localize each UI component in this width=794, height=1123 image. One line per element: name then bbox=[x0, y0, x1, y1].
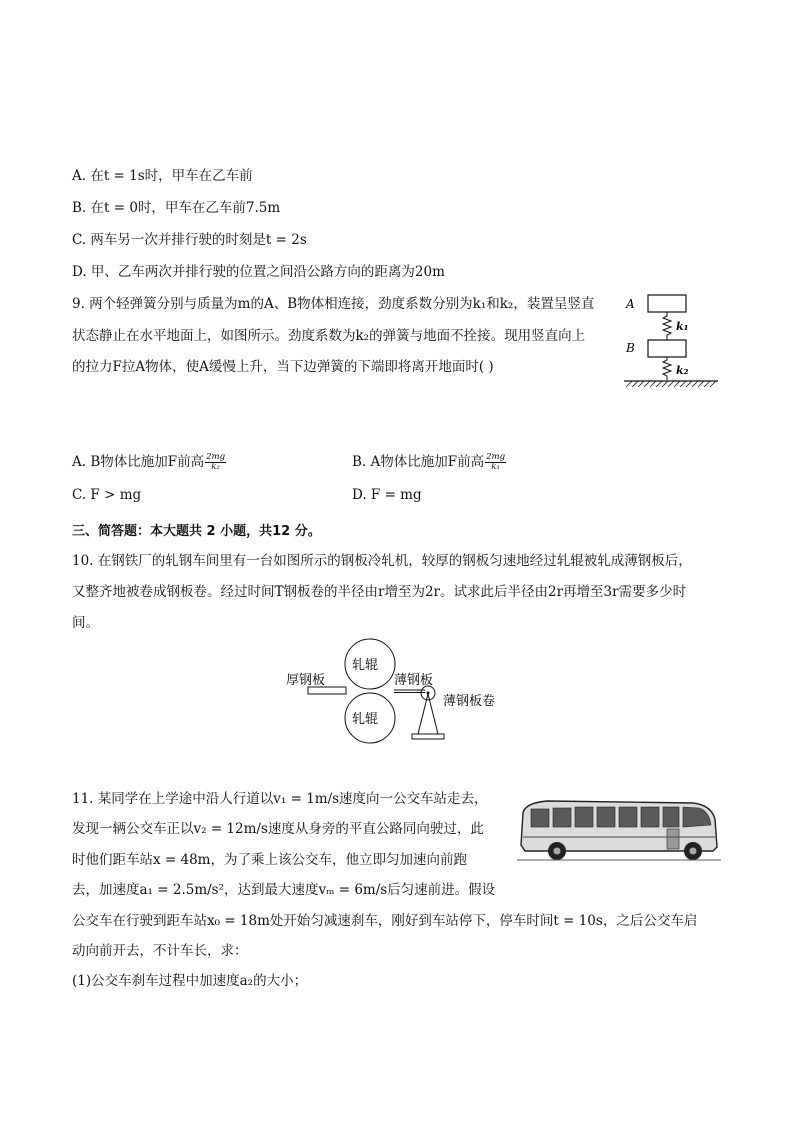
stand-base bbox=[412, 734, 444, 739]
q10-text-line3: 间。 bbox=[72, 615, 99, 631]
q9-option-b-text: B. A物体比施加F前高 bbox=[352, 454, 485, 470]
q9-option-b-fraction bbox=[485, 453, 506, 472]
q9-option-c: C. F > mg bbox=[72, 487, 142, 503]
q9-option-a-fraction bbox=[205, 453, 226, 472]
q9-option-a-numerator: 2mg bbox=[206, 452, 226, 462]
section-heading: 三、简答题：本大题共 2 小题，共12 分。 bbox=[72, 524, 321, 539]
bus-door bbox=[667, 829, 679, 849]
q9-option-d: D. F = mg bbox=[352, 487, 422, 503]
bottom-roller-label: 轧辊 bbox=[352, 712, 379, 727]
q9-option-a-denominator: k₂ bbox=[211, 462, 220, 472]
ground-hatch bbox=[626, 381, 716, 387]
spring-k2-label: k₂ bbox=[676, 364, 689, 377]
q9-text-line2: 状态静止在水平地面上，如图所示。劲度系数为k₂的弹簧与地面不拴接。现用竖直向上 bbox=[72, 328, 586, 344]
q9-option-b-denominator: k₁ bbox=[491, 462, 500, 472]
coil-label: 薄钢板卷 bbox=[443, 694, 496, 709]
q11-text-line4: 去，加速度a₁ = 2.5m/s²，达到最大速度vₘ = 6m/s后匀速前进。假设 bbox=[72, 882, 496, 898]
thick-plate-label: 厚钢板 bbox=[286, 673, 326, 688]
block-b bbox=[648, 340, 686, 357]
q8-option-b: B. 在t = 0时，甲车在乙车前7.5m bbox=[72, 200, 281, 216]
block-a-label: A bbox=[626, 297, 635, 311]
q11-sub-question-1: (1)公交车刹车过程中加速度a₂的大小； bbox=[72, 973, 308, 989]
q11-text-line6: 动向前开去，不计车长，求： bbox=[72, 943, 248, 959]
q9-text-line1: 9. 两个轻弹簧分别与质量为m的A、B物体相连接，劲度系数分别为k₁和k₂，装置呈竖直 bbox=[72, 296, 595, 312]
spring-k1 bbox=[663, 312, 671, 340]
spring-k1-label: k₁ bbox=[676, 320, 689, 333]
q11-text-line3: 时他们距车站x = 48m，为了乘上该公交车，他立即匀加速向前跑 bbox=[72, 852, 467, 868]
bus-front-hub bbox=[690, 848, 697, 855]
q10-text-line2: 又整齐地被卷成钢板卷。经过时间T钢板卷的半径由r增至为2r。试求此后半径由2r再增至3r需要多少时 bbox=[72, 584, 687, 600]
q9-option-a-text: A. B物体比施加F前高 bbox=[72, 454, 205, 470]
bus-windows bbox=[531, 807, 711, 827]
q11-text-line2: 发现一辆公交车正以v₂ = 12m/s速度从身旁的平直公路同向驶过，此 bbox=[72, 821, 484, 837]
q10-text-line1: 10. 在钢铁厂的轧钢车间里有一台如图所示的钢板冷轧机，较厚的钢板匀速地经过轧辊被轧成薄钢板后， bbox=[72, 553, 692, 569]
thick-plate bbox=[308, 687, 346, 694]
q8-option-a: A. 在t = 1s时，甲车在乙车前 bbox=[72, 168, 253, 184]
q9-option-b bbox=[352, 450, 507, 472]
top-roller-label: 轧辊 bbox=[352, 658, 379, 673]
q11-text-line1: 11. 某同学在上学途中沿人行道以v₁ = 1m/s速度向一公交车站走去， bbox=[72, 791, 488, 807]
block-a bbox=[648, 295, 686, 312]
q9-text-line3: 的拉力F拉A物体，使A缓慢上升，当下边弹簧的下端即将离开地面时( ) bbox=[72, 359, 494, 375]
bus-image bbox=[517, 797, 721, 865]
thin-plate-label: 薄钢板 bbox=[394, 673, 434, 688]
spring-k2 bbox=[663, 357, 671, 380]
block-b-label: B bbox=[626, 341, 635, 355]
q9-option-a bbox=[72, 450, 227, 472]
q8-option-d: D. 甲、乙车两次并排行驶的位置之间沿公路方向的距离为20m bbox=[72, 264, 445, 280]
q11-text-line5: 公交车在行驶到距车站x₀ = 18m处开始匀减速刹车，刚好到车站停下，停车时间t = 10s，之后公交车启 bbox=[72, 913, 698, 929]
q8-option-c: C. 两车另一次并排行驶的时刻是t = 2s bbox=[72, 232, 307, 248]
bus-rear-hub bbox=[554, 848, 561, 855]
q9-option-b-numerator: 2mg bbox=[486, 452, 506, 462]
spring-system-figure bbox=[616, 288, 726, 396]
rolling-mill-figure bbox=[282, 634, 514, 750]
